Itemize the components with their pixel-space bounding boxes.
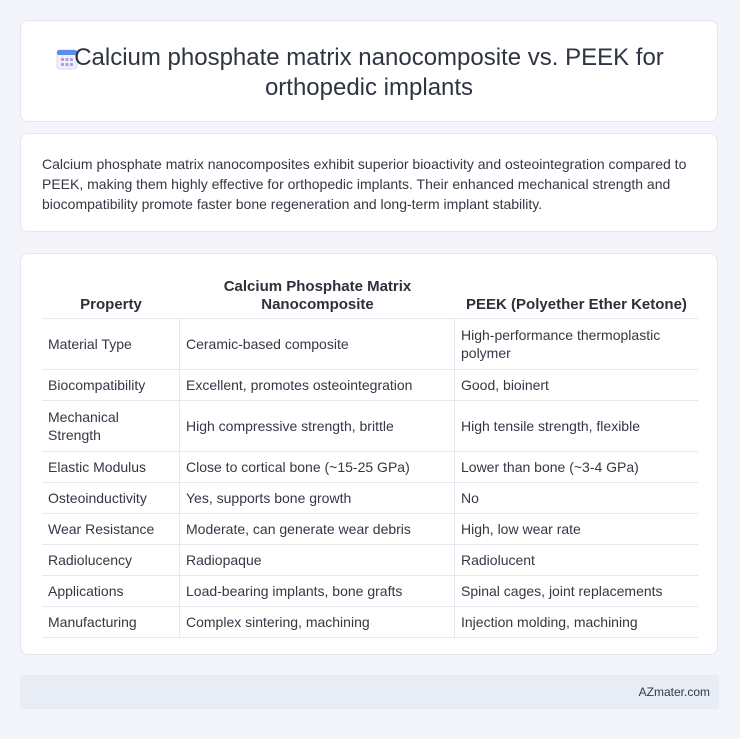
title-card: [20, 20, 718, 122]
table-cell: Osteoinductivity: [42, 483, 180, 514]
comparison-table-card: [20, 253, 718, 655]
page-title: Calcium phosphate matrix nanocomposite vs. PEEK for orthopedic implants: [74, 44, 664, 101]
table-cell: Radiolucent: [455, 545, 698, 576]
table-row: [42, 607, 698, 638]
table-cell: Radiolucency: [42, 545, 180, 576]
footer-brand-link[interactable]: AZmater.com: [638, 685, 710, 699]
table-cell: High tensile strength, flexible: [455, 401, 698, 452]
table-cell: Material Type: [42, 319, 180, 370]
table-cell: Excellent, promotes osteointegration: [180, 370, 455, 401]
table-cell: Yes, supports bone growth: [180, 483, 455, 514]
table-cell: Good, bioinert: [455, 370, 698, 401]
table-cell: High compressive strength, brittle: [180, 401, 455, 452]
table-cell: Wear Resistance: [42, 514, 180, 545]
column-header-property: Property: [42, 274, 180, 319]
table-cell: Applications: [42, 576, 180, 607]
table-cell: Mechanical Strength: [42, 401, 180, 452]
comparison-table: [42, 274, 698, 638]
column-header-peek: PEEK (Polyether Ether Ketone): [455, 274, 698, 319]
table-cell: Injection molding, machining: [455, 607, 698, 638]
table-row: [42, 576, 698, 607]
table-row: [42, 319, 698, 370]
table-row: [42, 452, 698, 483]
table-cell: Radiopaque: [180, 545, 455, 576]
summary-text: Calcium phosphate matrix nanocomposites exhibit superior bioactivity and osteointegration compared to PEEK, making them highly effective for orthopedic implants. Their enhanced mechanical strength and biocompatibility promote faster bone regeneration and long-term implant stability.: [42, 156, 687, 212]
table-cell: Complex sintering, machining: [180, 607, 455, 638]
table-cell: Elastic Modulus: [42, 452, 180, 483]
table-row: [42, 545, 698, 576]
table-row: [42, 401, 698, 452]
table-cell: Load-bearing implants, bone grafts: [180, 576, 455, 607]
footer-bar: [20, 675, 719, 709]
summary-card: [20, 133, 718, 232]
table-cell: Close to cortical bone (~15-25 GPa): [180, 452, 455, 483]
table-cell: No: [455, 483, 698, 514]
table-header-row: [42, 274, 698, 319]
table-cell: High, low wear rate: [455, 514, 698, 545]
table-row: [42, 514, 698, 545]
table-cell: Moderate, can generate wear debris: [180, 514, 455, 545]
table-cell: High-performance thermoplastic polymer: [455, 319, 698, 370]
table-cell: Spinal cages, joint replacements: [455, 576, 698, 607]
column-header-calcium-phosphate: Calcium Phosphate Matrix Nanocomposite: [180, 274, 455, 319]
table-cell: Biocompatibility: [42, 370, 180, 401]
table-row: [42, 483, 698, 514]
table-cell: Ceramic-based composite: [180, 319, 455, 370]
table-cell: Manufacturing: [42, 607, 180, 638]
table-cell: Lower than bone (~3-4 GPa): [455, 452, 698, 483]
table-row: [42, 370, 698, 401]
